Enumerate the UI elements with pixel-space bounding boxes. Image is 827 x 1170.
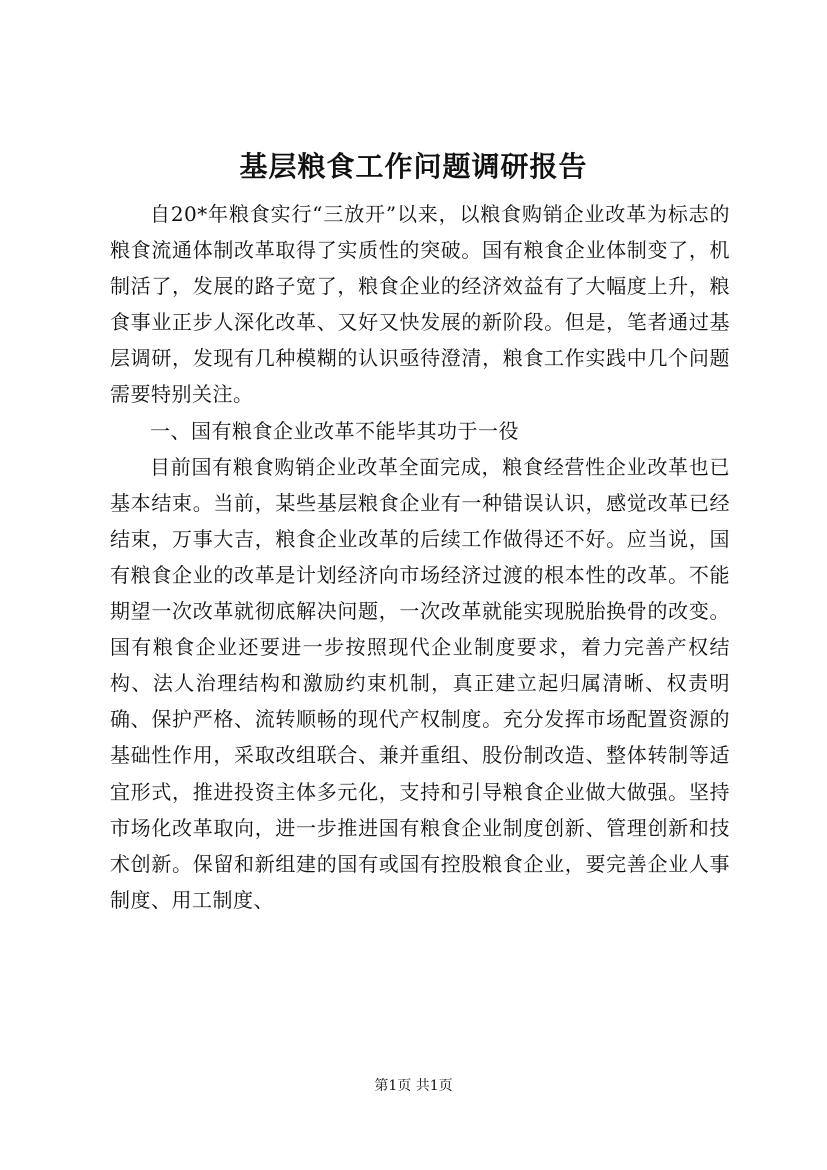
intro-paragraph: 自20*年粮食实行“三放开”以来，以粮食购销企业改革为标志的粮食流通体制改革取得了实质性的突破。国有粮食企业体制变了，机制活了，发展的路子宽了，粮食企业的经济效益有了大幅度上升，粮食事业正步人深化改革、又好又快发展的新阶段。但是，笔者通过基层调研，发现有几种模糊的认识亟待澄清，粮食工作实践中几个问题需要特别关注。 — [110, 202, 730, 407]
document-title: 基层粮食工作问题调研报告 — [239, 150, 588, 183]
document-body — [110, 196, 730, 918]
section-heading: 一、国有粮食企业改革不能毕其功于一役 — [150, 418, 519, 443]
page-footer: 第1页 共1页 — [374, 1078, 453, 1094]
section-paragraph: 目前国有粮食购销企业改革全面完成，粮食经营性企业改革也已基本结束。当前，某些基层粮食企业有一种错误认识，感觉改革已经结束，万事大吉，粮食企业改革的后续工作做得还不好。应当说，国有粮食企业的改革是计划经济向市场经济过渡的根本性的改革。不能期望一次改革就彻底解决问题，一次改革就能实现脱胎换骨的改变。国有粮食企业还要进一步按照现代企业制度要求，着力完善产权结构、法人治理结构和激励约束机制，真正建立起归属清晰、权责明确、保护严格、流转顺畅的现代产权制度。充分发挥市场配置资源的基础性作用，采取改组联合、兼并重组、股份制改造、整体转制等适宜形式，推进投资主体多元化，支持和引导粮食企业做大做强。坚持市场化改革取向，进一步推进国有粮食企业制度创新、管理创新和技术创新。保留和新组建的国有或国有控股粮食企业，要完善企业人事制度、用工制度、 — [110, 454, 730, 912]
